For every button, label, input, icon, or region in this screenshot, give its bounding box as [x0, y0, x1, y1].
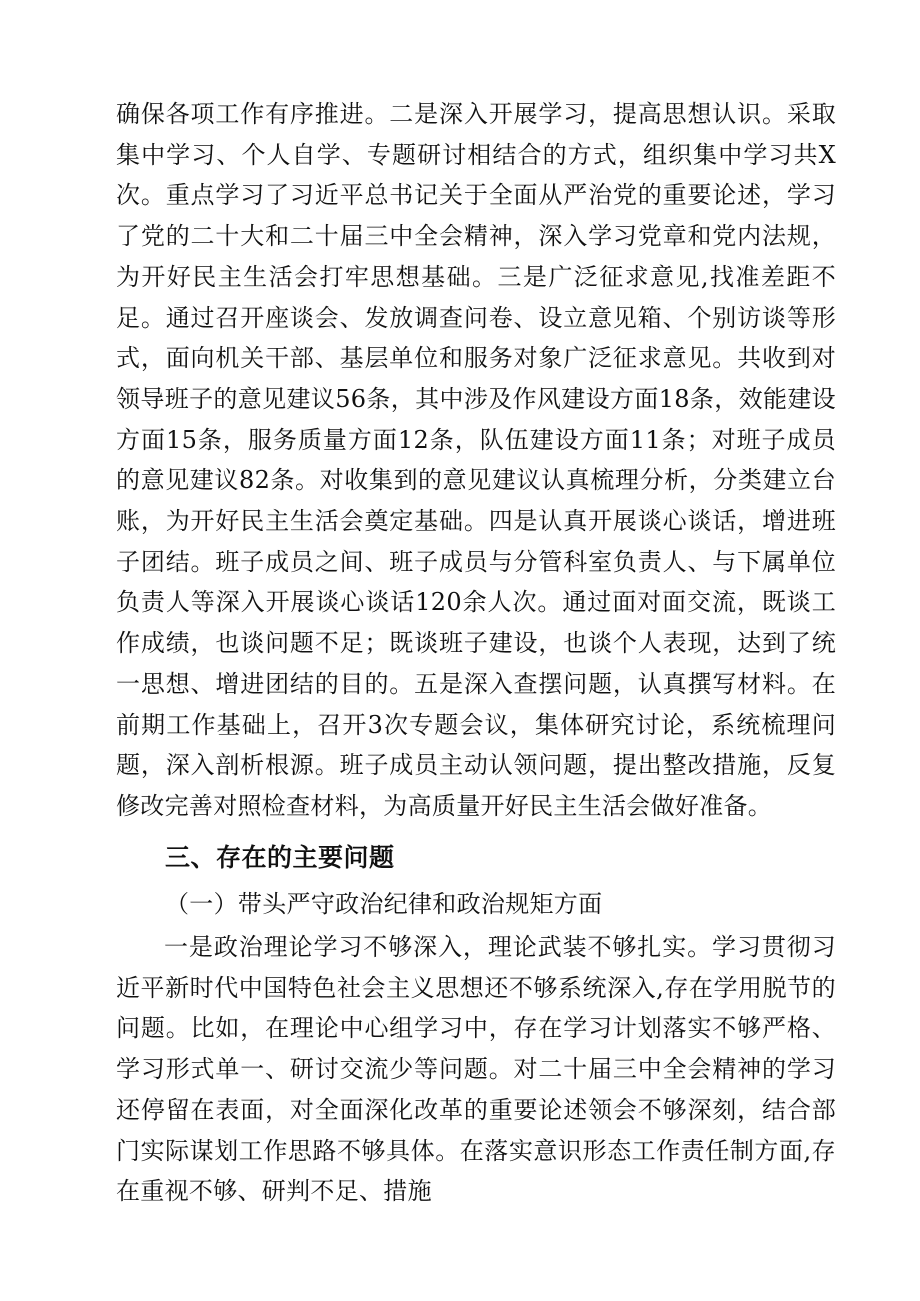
body-paragraph-1: 确保各项工作有序推进。二是深入开展学习，提高思想认识。采取集中学习、个人自学、专题研讨相结合的方式，组织集中学习共X次。重点学习了习近平总书记关于全面从严治党的重要论述，学习了党的二十大和二十届三中全会精神，深入学习党章和党内法规，为开好民主生活会打牢思想基础。三是广泛征求意见,找准差距不足。通过召开座谈会、发放调查问卷、设立意见箱、个别访谈等形式，面向机关干部、基层单位和服务对象广泛征求意见。共收到对领导班子的意见建议56条，其中涉及作风建设方面18条，效能建设方面15条，服务质量方面12条，队伍建设方面11条；对班子成员的意见建议82条。对收集到的意见建议认真梳理分析，分类建立台账，为开好民主生活会奠定基础。四是认真开展谈心谈话，增进班子团结。班子成员之间、班子成员与分管科室负责人、与下属单位负责人等深入开展谈心谈话120余人次。通过面对面交流，既谈工作成绩，也谈问题不足；既谈班子建设，也谈个人表现，达到了统一思想、增进团结的目的。五是深入查摆问题，认真撰写材料。在前期工作基础上，召开3次专题会议，集体研究讨论，系统梳理问题，深入剖析根源。班子成员主动认领问题，提出整改措施，反复修改完善对照检查材料，为高质量开好民主生活会做好准备。	[116, 100, 836, 820]
body-paragraph-2: 一是政治理论学习不够深入，理论武装不够扎实。学习贯彻习近平新时代中国特色社会主义思想还不够系统深入,存在学用脱节的问题。比如，在理论中心组学习中，存在学习计划落实不够严格、学习形式单一、研讨交流少等问题。对二十届三中全会精神的学习还停留在表面，对全面深化改革的重要论述领会不够深刻，结合部门实际谋划工作思路不够具体。在落实意识形态工作责任制方面,存在重视不够、研判不足、措施	[116, 933, 836, 1206]
subsection-heading: （一）带头严守政治纪律和政治规矩方面	[165, 890, 603, 918]
section-heading: 三、存在的主要问题	[165, 843, 395, 872]
